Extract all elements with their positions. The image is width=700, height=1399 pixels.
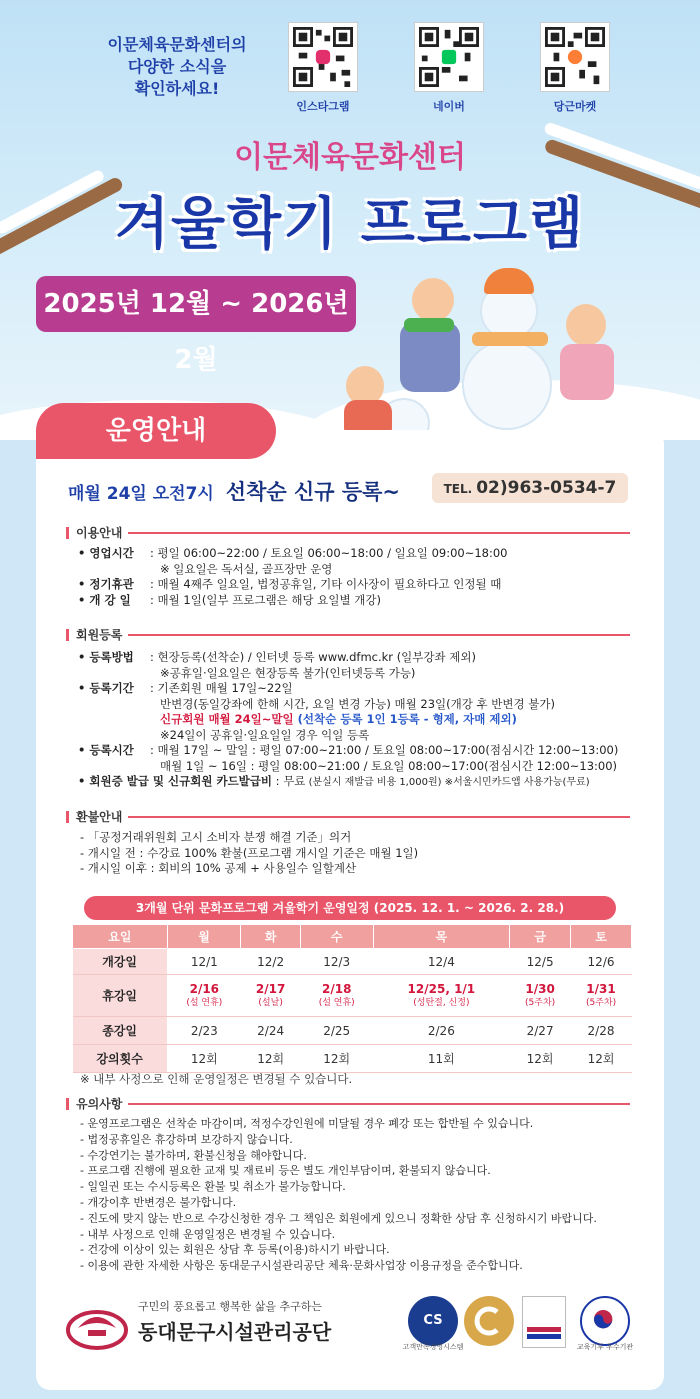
note-line: - 일일권 또는 수시등록은 환불 및 취소가 불가능합니다. bbox=[80, 1180, 346, 1194]
section-label: 회원등록 bbox=[70, 628, 128, 642]
info-value: ※ 일요일은 독서실, 골프장만 운영 bbox=[160, 561, 333, 576]
qr-label: 인스타그램 bbox=[296, 100, 350, 113]
holiday-note: (성탄절, 신정) bbox=[413, 998, 470, 1008]
info-value: (분실시 재발급 비용 1,000원) ※서울시민카드앱 사용가능(무료) bbox=[305, 777, 590, 788]
holiday-date: 2/18 bbox=[321, 982, 352, 996]
child-figure bbox=[412, 278, 454, 322]
holiday-date: 2/16 bbox=[189, 982, 220, 996]
stripe bbox=[527, 1327, 561, 1332]
info-row-period bbox=[78, 681, 638, 743]
new-member-rule: (선착순 등록 1인 1등록 - 형제, 자매 제외) bbox=[293, 712, 517, 726]
refund-line: - 「공정거래위원회 고시 소비자 분쟁 해결 기준」의거 bbox=[80, 830, 352, 844]
table-cell: 12회 bbox=[167, 1045, 241, 1073]
qr-naver[interactable] bbox=[412, 22, 486, 114]
info-row-card: • 회원증 발급 및 신규회원 카드발급비 : 무료 (분실시 재발급 비용 1,000원) ※서울시민카드앱 사용가능(무료) bbox=[78, 774, 590, 788]
table-cell bbox=[300, 975, 373, 1017]
holiday-note: (설 연휴) bbox=[186, 998, 223, 1008]
table-cell: 12/1 bbox=[167, 949, 241, 975]
row-label: 강의횟수 bbox=[73, 1045, 168, 1073]
qr-instagram[interactable] bbox=[286, 22, 360, 114]
operation-guide-tab: 운영안내 bbox=[36, 403, 276, 459]
table-header-cell: 화 bbox=[241, 925, 300, 949]
table-cell: 11회 bbox=[373, 1045, 510, 1073]
section-label: 환불안내 bbox=[70, 810, 128, 824]
intro-line: 확인하세요! bbox=[134, 79, 220, 98]
cs-certification-badge bbox=[408, 1296, 458, 1346]
table-cell: 12/6 bbox=[571, 949, 632, 975]
info-value: 반변경(동일강좌에 한해 시간, 요일 변경 가능) 매월 23일(개강 후 반변경 불가) bbox=[160, 696, 555, 711]
new-member-dates: 신규회원 매월 24일~말일 bbox=[160, 712, 294, 726]
qr-carrot-market[interactable] bbox=[538, 22, 612, 114]
note-line: - 이용에 관한 자세한 사항은 동대문구시설관리공단 체육·문화사업장 이용규정을 준수합니다. bbox=[80, 1259, 523, 1273]
info-key: • 등록기간 bbox=[78, 681, 150, 743]
table-cell: 2/24 bbox=[241, 1017, 300, 1045]
info-key: • 개 강 일 bbox=[78, 593, 150, 609]
notes-list bbox=[80, 1116, 640, 1274]
divider bbox=[70, 816, 630, 818]
table-header-cell: 토 bbox=[571, 925, 632, 949]
divider bbox=[70, 634, 630, 636]
info-key: • 등록방법 bbox=[78, 650, 150, 681]
table-cell: 2/28 bbox=[571, 1017, 632, 1045]
child-body bbox=[560, 344, 614, 400]
table-cell bbox=[241, 975, 300, 1017]
holiday-note: (설날) bbox=[258, 998, 283, 1008]
phone-number[interactable] bbox=[432, 473, 628, 503]
child-figure bbox=[566, 304, 606, 346]
table-cell bbox=[373, 975, 510, 1017]
divider bbox=[66, 811, 69, 823]
row-label: 휴강일 bbox=[73, 975, 168, 1017]
info-key: • 영업시간 bbox=[78, 546, 150, 577]
intro-line: 이문체육문화센터의 bbox=[107, 35, 247, 54]
info-row-time bbox=[78, 743, 638, 774]
info-row-method bbox=[78, 650, 638, 681]
table-cell: 12/5 bbox=[510, 949, 571, 975]
child-body bbox=[400, 322, 460, 392]
holiday-date: 2/17 bbox=[255, 982, 286, 996]
divider bbox=[66, 629, 69, 641]
refund-line: - 개시일 전 : 수강료 100% 환불(프로그램 개시일 기준은 매월 1일) bbox=[80, 845, 419, 860]
section-label: 유의사항 bbox=[70, 1097, 128, 1111]
refund-info bbox=[80, 830, 640, 877]
registration-time: 매월 24일 오전7시 bbox=[68, 484, 214, 504]
table-header-cell: 수 bbox=[300, 925, 373, 949]
badge-caption: 고객만족경영시스템 bbox=[402, 1343, 464, 1351]
info-key: • 등록시간 bbox=[78, 743, 150, 774]
info-row-closed bbox=[78, 577, 638, 593]
page-title: 겨울학기 프로그램 bbox=[114, 192, 586, 257]
holiday-date: 1/31 bbox=[586, 982, 616, 996]
qr-code[interactable] bbox=[288, 22, 358, 92]
table-cell: 12회 bbox=[571, 1045, 632, 1073]
badge-text: CS bbox=[423, 1313, 443, 1328]
info-value: : 매월 17일 ~ 말일 : 평일 07:00~21:00 / 토요일 08:00~17:00(점심시간 12:00~13:00) bbox=[150, 743, 619, 757]
info-value: : 매월 1일(일부 프로그램은 해당 요일별 개강) bbox=[150, 592, 381, 607]
info-row-open bbox=[78, 593, 638, 609]
naver-icon bbox=[442, 50, 456, 64]
membership-info bbox=[78, 650, 638, 791]
table-header-cell: 요일 bbox=[73, 925, 168, 949]
table-cell: 12/2 bbox=[241, 949, 300, 975]
qr-pattern bbox=[545, 27, 605, 87]
registration-headline: 선착순 신규 등록~ bbox=[225, 480, 401, 504]
qr-pattern bbox=[419, 27, 479, 87]
schedule-table bbox=[72, 924, 632, 1073]
tel-number: 02)963-0534-7 bbox=[476, 478, 617, 498]
gold-award-badge bbox=[464, 1296, 514, 1346]
table-cell: 2/27 bbox=[510, 1017, 571, 1045]
note-line: - 개강이후 반변경은 불가합니다. bbox=[80, 1195, 237, 1209]
holiday-note: (5주차) bbox=[525, 998, 556, 1008]
center-name: 이문체육문화센터 bbox=[234, 140, 466, 175]
refund-line: - 개시일 이후 : 회비의 10% 공제 + 사용일수 일할계산 bbox=[80, 861, 357, 875]
divider bbox=[66, 1098, 69, 1110]
info-value: : 현장등록(선착순) / 인터넷 등록 www.dfmc.kr (일부강좌 제외) bbox=[150, 650, 476, 664]
table-header-cell: 월 bbox=[167, 925, 241, 949]
intro-text bbox=[72, 34, 282, 100]
hero-banner bbox=[0, 0, 700, 440]
holiday-date: 12/25, 1/1 bbox=[407, 982, 476, 996]
table-cell bbox=[167, 975, 241, 1017]
holiday-note: (5주차) bbox=[585, 998, 617, 1008]
info-value: : 평일 06:00~22:00 / 토요일 06:00~18:00 / 일요일 09:00~18:00 bbox=[150, 546, 508, 560]
table-cell: 12회 bbox=[300, 1045, 373, 1073]
info-value: ※공휴일·일요일은 현장등록 불가(인터넷등록 가능) bbox=[160, 665, 416, 680]
table-row-start bbox=[73, 949, 632, 975]
child-scarf bbox=[404, 318, 454, 332]
info-value: ※24일이 공휴일·일요일일 경우 익일 등록 bbox=[160, 727, 370, 742]
row-label: 종강일 bbox=[73, 1017, 168, 1045]
table-cell: 12회 bbox=[241, 1045, 300, 1073]
qr-pattern bbox=[293, 27, 353, 87]
snowman-body bbox=[462, 340, 552, 430]
stripe bbox=[527, 1334, 561, 1339]
table-header-row bbox=[73, 925, 632, 949]
award-icon bbox=[464, 1296, 514, 1346]
info-key: • 정기휴관 bbox=[78, 577, 150, 593]
slogan: 구민의 풍요롭고 행복한 삶을 추구하는 bbox=[138, 1300, 323, 1313]
section-membership-heading bbox=[70, 626, 630, 644]
certificate-badge bbox=[522, 1296, 566, 1348]
carrot-icon bbox=[568, 50, 582, 64]
korea-emblem-icon bbox=[582, 1298, 628, 1344]
section-label: 이용안내 bbox=[70, 526, 128, 540]
table-header-cell: 목 bbox=[373, 925, 510, 949]
table-header-cell: 금 bbox=[510, 925, 571, 949]
organization-name: 동대문구시설관리공단 bbox=[138, 1320, 332, 1344]
section-notes-heading bbox=[70, 1095, 630, 1113]
registration-banner bbox=[68, 476, 400, 506]
info-value: : 매월 4째주 일요일, 법정공휴일, 기타 이사장이 필요하다고 인정될 때 bbox=[150, 577, 502, 591]
qr-code[interactable] bbox=[540, 22, 610, 92]
snowman-scarf bbox=[472, 332, 548, 346]
instagram-icon bbox=[316, 50, 330, 64]
divider bbox=[70, 532, 630, 534]
note-line: - 내부 사정으로 인해 운영일정은 변경될 수 있습니다. bbox=[80, 1227, 336, 1241]
table-cell: 2/23 bbox=[167, 1017, 241, 1045]
table-cell: 12/3 bbox=[300, 949, 373, 975]
usage-info bbox=[78, 546, 638, 608]
info-value: 매월 1일 ~ 16일 : 평일 08:00~21:00 / 토요일 08:00~17:00(점심시간 12:00~13:00) bbox=[160, 758, 618, 773]
info-value: : 기존회원 매월 17일~22일 bbox=[150, 681, 293, 695]
badge-caption: 교육기부 우수기관 bbox=[576, 1343, 634, 1351]
qr-code[interactable] bbox=[414, 22, 484, 92]
table-cell: 2/26 bbox=[373, 1017, 510, 1045]
table-cell: 2/25 bbox=[300, 1017, 373, 1045]
tel-prefix: TEL. bbox=[443, 482, 473, 496]
holiday-date: 1/30 bbox=[525, 982, 555, 996]
table-row-count bbox=[73, 1045, 632, 1073]
note-line: - 진도에 맞지 않는 반으로 수강신청한 경우 그 책임은 회원에게 있으니 정확한 상담 후 신청하시기 바랍니다. bbox=[80, 1211, 597, 1225]
section-usage-heading bbox=[70, 524, 630, 542]
note-line: - 운영프로그램은 선착순 마감이며, 적정수강인원에 미달될 경우 폐강 또는 합반될 수 있습니다. bbox=[80, 1117, 534, 1130]
table-cell: 12회 bbox=[510, 1045, 571, 1073]
note-line: - 법정공휴일은 휴강하며 보강하지 않습니다. bbox=[80, 1132, 293, 1146]
note-line: - 건강에 이상이 있는 회원은 상담 후 등록(이용)하시기 바랍니다. bbox=[80, 1243, 390, 1257]
section-refund-heading bbox=[70, 808, 630, 826]
divider bbox=[66, 527, 69, 539]
table-row-end bbox=[73, 1017, 632, 1045]
new-member-period bbox=[150, 712, 638, 728]
schedule-banner: 3개월 단위 문화프로그램 겨울학기 운영일정 (2025. 12. 1. ~ 2026. 2. 28.) bbox=[84, 896, 616, 920]
intro-line: 다양한 소식을 bbox=[127, 57, 227, 76]
footer bbox=[66, 1296, 636, 1356]
education-donation-badge bbox=[580, 1296, 630, 1346]
note-line: - 프로그램 진행에 필요한 교재 및 재료비 등은 별도 개인부담이며, 환불되지 않습니다. bbox=[80, 1164, 491, 1178]
info-value: : 무료 bbox=[275, 774, 306, 788]
info-row-hours bbox=[78, 546, 638, 577]
divider bbox=[70, 1103, 630, 1105]
info-key: 회원증 발급 및 신규회원 카드발급비 bbox=[89, 774, 273, 788]
corporation-logo-icon bbox=[66, 1300, 128, 1352]
holiday-note: (설 연휴) bbox=[318, 998, 355, 1008]
snowman-hat bbox=[484, 268, 534, 294]
table-cell: 12/4 bbox=[373, 949, 510, 975]
table-row-holiday bbox=[73, 975, 632, 1017]
period-badge: 2025년 12월 ~ 2026년 2월 bbox=[36, 276, 356, 332]
schedule-note: ※ 내부 사정으로 인해 운영일정은 변경될 수 있습니다. bbox=[80, 1072, 353, 1086]
table-cell bbox=[510, 975, 571, 1017]
note-line: - 수강연기는 불가하며, 환불신청을 해야합니다. bbox=[80, 1148, 307, 1162]
qr-label: 당근마켓 bbox=[553, 100, 597, 113]
qr-label: 네이버 bbox=[433, 100, 465, 113]
row-label: 개강일 bbox=[73, 949, 168, 975]
table-cell bbox=[571, 975, 632, 1017]
